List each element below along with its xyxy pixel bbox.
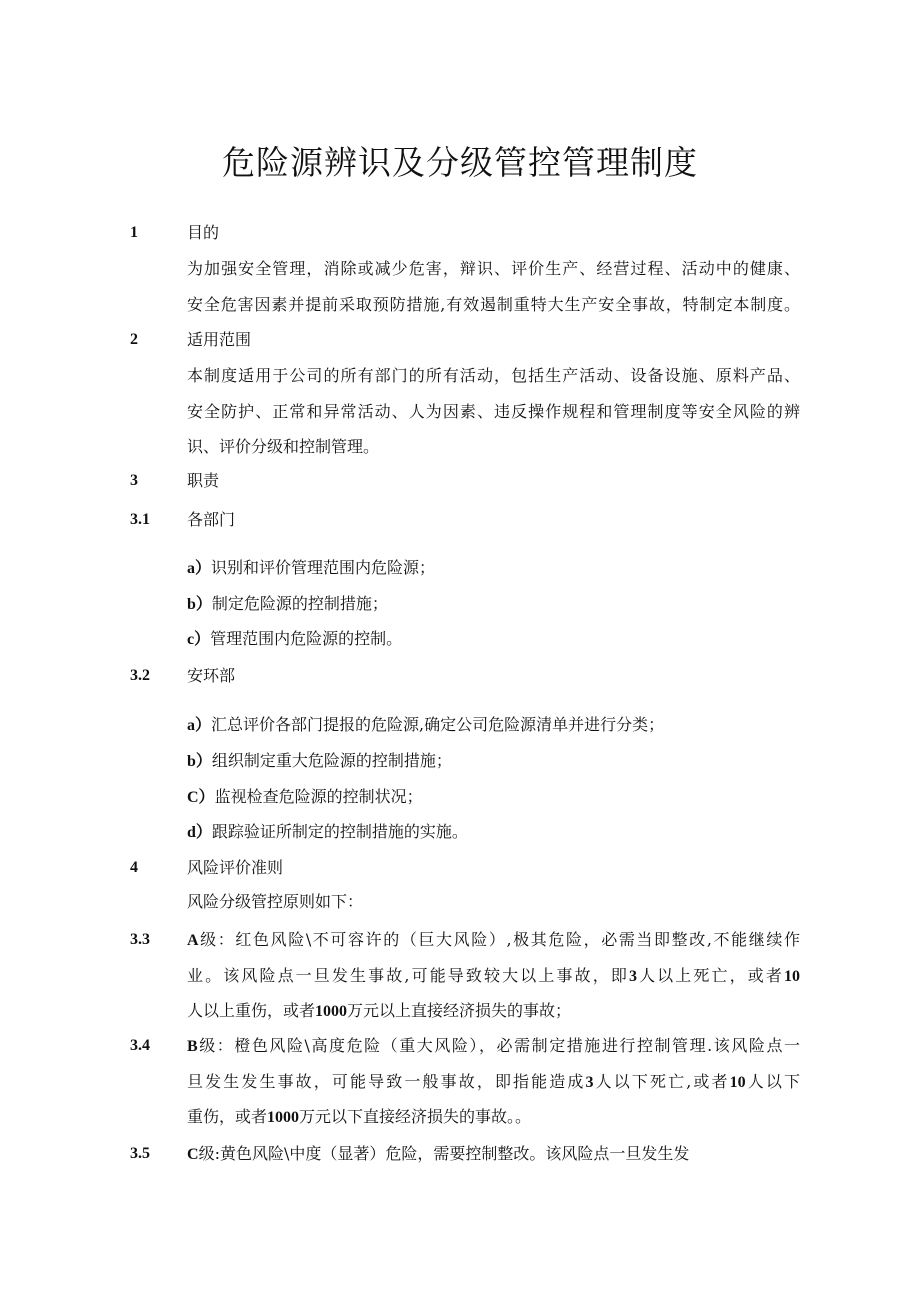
section-3-4-line-1 xyxy=(0,1028,920,1064)
risk-level-label: C xyxy=(187,1146,199,1163)
list-item xyxy=(0,707,920,743)
list-item-text: 组织制定重大危险源的控制措施； xyxy=(211,751,452,770)
section-2-line-1 xyxy=(0,358,920,394)
section-3-3-line-1 xyxy=(0,922,920,958)
paragraph-line: 本制度适用于公司的所有部门的所有活动，包括生产活动、设备设施、原料产品、 xyxy=(187,366,800,385)
list-item-text: 汇总评价各部门提报的危险源,确定公司危险源清单并进行分类； xyxy=(211,715,665,734)
section-1-line-2 xyxy=(0,287,920,323)
list-item-text: 制定危险源的控制措施； xyxy=(211,594,388,613)
list-item-label: d） xyxy=(187,824,212,841)
number-value: 3 xyxy=(628,968,637,985)
risk-level-label: A xyxy=(187,932,199,949)
paragraph-text: 人以下 xyxy=(745,1072,800,1091)
paragraph-line: 为加强安全管理，消除或减少危害，辩识、评价生产、经营过程、活动中的健康、 xyxy=(187,259,800,278)
section-heading: 安环部 xyxy=(187,666,236,685)
section-4-heading xyxy=(0,850,920,886)
list-item-text: 跟踪验证所制定的控制措施的实施。 xyxy=(211,822,468,841)
paragraph-text: 人以上死亡，或者 xyxy=(636,966,784,985)
section-3-3-line-3 xyxy=(0,993,920,1029)
list-item-label: C） xyxy=(187,789,215,806)
paragraph-text: 旦发生发生事故，可能导致一般事故，即指能造成 xyxy=(187,1072,586,1091)
section-heading: 各部门 xyxy=(187,510,236,529)
section-1-heading xyxy=(0,215,920,251)
section-number: 3.1 xyxy=(130,511,150,528)
list-item-label: b） xyxy=(187,753,212,770)
paragraph-line: 识、评价分级和控制管理。 xyxy=(187,437,380,456)
section-1-line-1 xyxy=(0,251,920,287)
paragraph-text: 级：橙色风险\高度危险（重大风险），必需制定措施进行控制管理.该风险点一 xyxy=(197,1036,800,1055)
section-2-line-3 xyxy=(0,429,920,465)
list-item xyxy=(0,779,920,815)
section-heading: 目的 xyxy=(187,223,220,242)
section-3-heading xyxy=(0,463,920,499)
risk-level-label: B xyxy=(187,1038,198,1055)
section-heading: 风险评价准则 xyxy=(187,858,284,877)
section-number: 3.5 xyxy=(130,1145,150,1162)
list-item-label: a） xyxy=(187,717,212,734)
list-item xyxy=(0,743,920,779)
number-value: 3 xyxy=(585,1074,594,1091)
paragraph-text: 万元以下直接经济损失的事故。。 xyxy=(299,1107,532,1126)
number-value: 1000 xyxy=(315,1003,348,1020)
paragraph-line: 安全危害因素并提前采取预防措施,有效遏制重特大生产安全事故，特制定本制度。 xyxy=(187,295,800,314)
section-3-1-heading xyxy=(0,502,920,538)
section-number: 1 xyxy=(130,224,138,241)
list-item-text: 识别和评价管理范围内危险源； xyxy=(211,558,436,577)
section-3-3-line-2 xyxy=(0,958,920,994)
section-3-4-line-2 xyxy=(0,1064,920,1100)
paragraph-text: 万元以上直接经济损失的事故； xyxy=(347,1001,572,1020)
section-heading: 适用范围 xyxy=(187,330,252,349)
section-2-heading xyxy=(0,322,920,358)
list-item-label: b） xyxy=(187,596,212,613)
paragraph-text: 人以上重伤，或者 xyxy=(187,1001,316,1020)
paragraph-text: 业。该风险点一旦发生事故,可能导致较大以上事故，即 xyxy=(187,966,629,985)
paragraph-text: 级：红色风险\不可容许的（巨大风险）,极其危险，必需当即整改,不能继续作 xyxy=(198,930,800,949)
paragraph-text: 重伤，或者 xyxy=(187,1107,268,1126)
list-item xyxy=(0,586,920,622)
section-2-line-2 xyxy=(0,394,920,430)
paragraph-text: 级:黄色风险\中度（显著）危险，需要控制整改。该风险点一旦发生发 xyxy=(198,1144,690,1163)
section-number: 3.2 xyxy=(130,667,150,684)
list-item-text: 监视检查危险源的控制状况； xyxy=(214,787,423,806)
paragraph-text: 人以下死亡,或者 xyxy=(593,1072,730,1091)
list-item xyxy=(0,814,920,850)
list-item xyxy=(0,550,920,586)
section-4-intro xyxy=(0,884,920,920)
section-number: 3.4 xyxy=(130,1037,150,1054)
section-number: 3.3 xyxy=(130,931,150,948)
section-number: 4 xyxy=(130,859,138,876)
list-item-label: c） xyxy=(187,631,211,648)
section-number: 3 xyxy=(130,472,138,489)
paragraph-line: 安全防护、正常和异常活动、人为因素、违反操作规程和管理制度等安全风险的辨 xyxy=(187,402,800,421)
section-3-2-heading xyxy=(0,658,920,694)
paragraph-line: 风险分级管控原则如下： xyxy=(187,892,364,911)
section-3-4-line-3 xyxy=(0,1099,920,1135)
list-item xyxy=(0,621,920,657)
list-item-text: 管理范围内危险源的控制。 xyxy=(210,629,403,648)
number-value: 10 xyxy=(783,968,800,985)
page-title: 危险源辨识及分级管控管理制度 xyxy=(222,143,698,182)
number-value: 1000 xyxy=(267,1109,300,1126)
number-value: 10 xyxy=(729,1074,746,1091)
list-item-label: a） xyxy=(187,560,212,577)
section-number: 2 xyxy=(130,331,138,348)
section-heading: 职责 xyxy=(187,471,220,490)
section-3-5-line-1 xyxy=(0,1136,920,1172)
